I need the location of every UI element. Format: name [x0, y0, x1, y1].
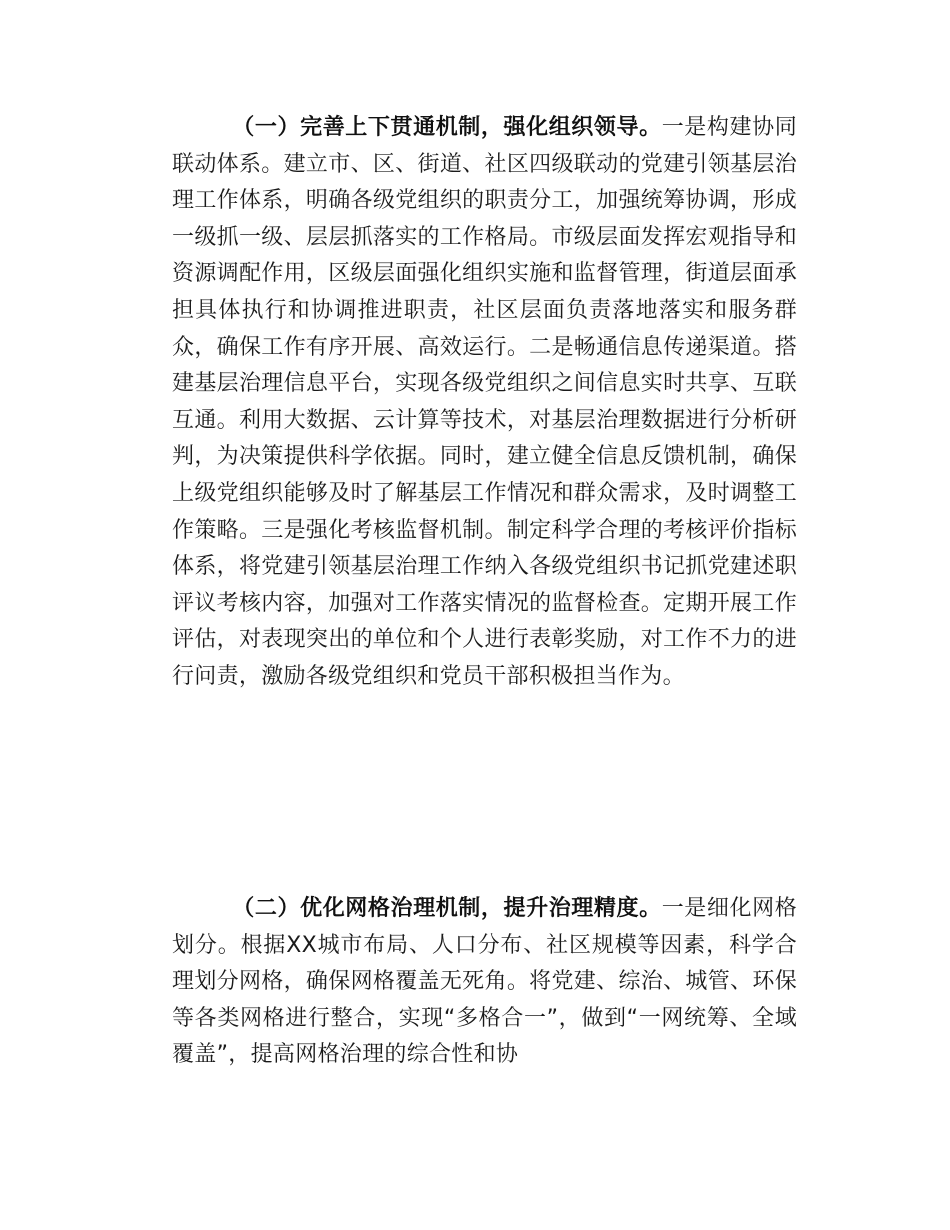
section-1-paragraph: [172, 110, 797, 696]
section-2-body: 一是细化网格划分。根据XX城市布局、人口分布、社区规模等因素，科学合理划分网格，确保网格覆盖无死角。将党建、综治、城管、环保等各类网格进行整合，实现“多格合一”，做到“一网统筹、全域覆盖”，提高网格治理的综合性和协: [172, 896, 798, 1068]
section-2-paragraph: [172, 891, 797, 1074]
section-1-body: 一是构建协同联动体系。建立市、区、街道、社区四级联动的党建引领基层治理工作体系，明确各级党组织的职责分工，加强统筹协调，形成一级抓一级、层层抓落实的工作格局。市级层面发挥宏观指导和资源调配作用，区级层面强化组织实施和监督管理，街道层面承担具体执行和协调推进职责，社区层面负责落地落实和服务群众，确保工作有序开展、高效运行。二是畅通信息传递渠道。搭建基层治理信息平台，实现各级党组织之间信息实时共享、互联互通。利用大数据、云计算等技术，对基层治理数据进行分析研判，为决策提供科学依据。同时，建立健全信息反馈机制，确保上级党组织能够及时了解基层工作情况和群众需求，及时调整工作策略。三是强化考核监督机制。制定科学合理的考核评价指标体系，将党建引领基层治理工作纳入各级党组织书记抓党建述职评议考核内容，加强对工作落实情况的监督检查。定期开展工作评估，对表现突出的单位和个人进行表彰奖励，对工作不力的进行问责，激励各级党组织和党员干部积极担当作为。: [172, 115, 798, 689]
section-1-heading: （一）完善上下贯通机制，强化组织领导。: [232, 115, 662, 140]
section-2-heading: （二）优化网格治理机制，提升治理精度。: [232, 896, 662, 921]
